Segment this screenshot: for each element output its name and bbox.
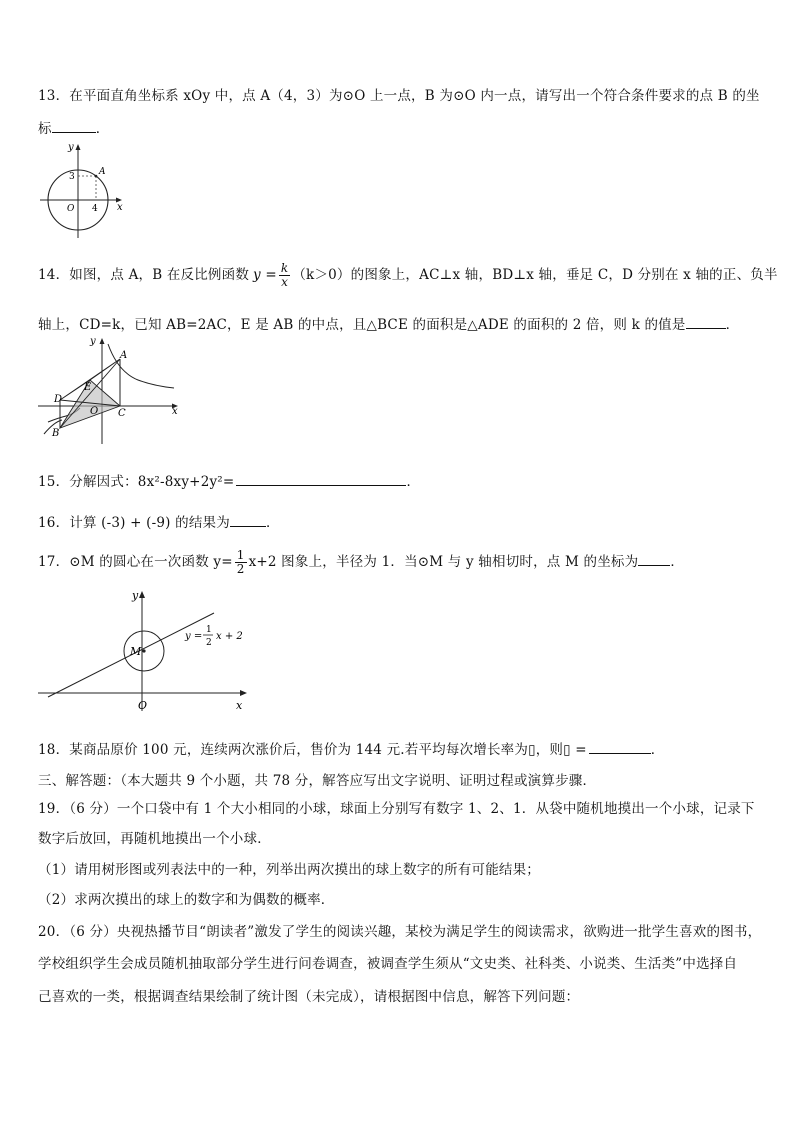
q16-line: 16．计算 (-3) + (-9) 的结果为 ． xyxy=(38,515,280,531)
q14-fig-O: O xyxy=(90,406,99,417)
q19-line2: 数字后放回，再随机地摸出一个小球． xyxy=(38,831,271,847)
q17-fig-x: x xyxy=(236,699,243,712)
q15-text: 15．分解因式：8x²-8xy+2y²= xyxy=(38,474,235,490)
q17-fig-eq-rhs: x + 2 xyxy=(216,631,243,642)
q14-line1 xyxy=(38,262,778,289)
q19-sub2: （2）求两次摸出的球上的数字和为偶数的概率． xyxy=(38,892,335,908)
section3-heading: 三、解答题：（本大题共 9 个小题，共 78 分，解答应写出文字说明、证明过程或演算步骤． xyxy=(38,773,597,789)
q17-fig-O: O xyxy=(138,699,148,712)
q19-line1: 19．（6 分）一个口袋中有 1 个大小相同的小球，球面上分别写有数字 1、2、1．从袋中随机地摸出一个小球，记录下 xyxy=(38,801,755,817)
q14-func-den: x xyxy=(281,275,289,289)
q13-line2: 标 ． xyxy=(38,121,110,137)
q13-line2-text: 标 xyxy=(38,121,52,137)
q14-func-lhs: y = xyxy=(253,267,277,283)
q13-fig-y: y xyxy=(68,142,74,153)
q13-fig-A: A xyxy=(99,167,106,177)
q14-func-num: k xyxy=(280,261,289,275)
q14-line1-pre: 14．如图，点 A，B 在反比例函数 xyxy=(38,267,250,283)
q17-fraction xyxy=(235,549,247,576)
answer-blank[interactable] xyxy=(589,741,651,754)
q13-fig-x: x xyxy=(117,202,123,213)
q17-fig-y: y xyxy=(132,589,139,602)
answer-blank[interactable] xyxy=(686,316,726,329)
q13-line1: 13．在平面直角坐标系 xOy 中，点 A（4，3）为⊙O 上一点，B 为⊙O 内一点，请写出一个符合条件要求的点 B 的坐 xyxy=(38,88,760,104)
q17-line-circle-figure xyxy=(38,585,253,715)
q14-func-fraction xyxy=(279,262,290,289)
q14-line2: 轴上，CD=k，已知 AB=2AC，E 是 AB 的中点，且△BCE 的面积是△ADE 的面积的 2 倍，则 k 的值是 ． xyxy=(38,317,740,333)
q17-pre: 17．⊙M 的圆心在一次函数 y= xyxy=(38,554,233,570)
q16-text: 16．计算 (-3) + (-9) 的结果为 xyxy=(38,515,230,531)
q20-line1: 20．（6 分）央视热播节目“朗读者”激发了学生的阅读兴趣，某校为满足学生的阅读需求，欲购进一批学生喜欢的图书， xyxy=(38,924,762,940)
answer-blank[interactable] xyxy=(230,514,266,527)
q14-fig-E: E xyxy=(84,382,92,393)
q17-post: x+2 图象上，半径为 1．当⊙M 与 y 轴相切时，点 M 的坐标为 xyxy=(248,554,639,570)
q17-fig-M: M xyxy=(130,645,142,658)
q15-line: 15．分解因式：8x²-8xy+2y²= ． xyxy=(38,474,421,490)
q14-line1-post: （k＞0）的图象上，AC⊥x 轴，BD⊥x 轴，垂足 C，D 分别在 x 轴的正、负半 xyxy=(292,267,778,283)
answer-blank[interactable] xyxy=(638,553,670,566)
q13-fig-4: 4 xyxy=(92,204,98,214)
q17-frac-num: 1 xyxy=(236,548,245,562)
q14-fig-D: D xyxy=(54,394,63,405)
q20-line2: 学校组织学生会成员随机抽取部分学生进行问卷调查，被调查学生须从“文史类、社科类、小说类、生活类”中选择自 xyxy=(38,956,738,972)
q14-fig-y: y xyxy=(90,336,96,347)
q14-hyperbola-figure xyxy=(38,334,188,444)
q14-fig-C: C xyxy=(118,408,126,419)
q13-fig-O: O xyxy=(67,204,75,214)
answer-blank[interactable] xyxy=(236,473,406,486)
q14-fig-A: A xyxy=(120,350,128,361)
answer-blank[interactable] xyxy=(52,120,96,133)
q18-line: 18．某商品原价 100 元，连续两次涨价后，售价为 144 元.若平均每次增长率为▯，则▯ = ． xyxy=(38,742,665,758)
q14-line2-text: 轴上，CD=k，已知 AB=2AC，E 是 AB 的中点，且△BCE 的面积是△ADE 的面积的 2 倍，则 k 的值是 xyxy=(38,317,686,333)
q19-sub1: （1）请用树形图或列表法中的一种，列举出两次摸出的球上数字的所有可能结果； xyxy=(38,862,540,878)
q17-fig-eq-num: 1 xyxy=(206,625,212,635)
q17-fig-eq-lhs: y = xyxy=(185,631,203,642)
q17-line: 17．⊙M 的圆心在一次函数 y= $\frac{1}{2}$ x+2 图象上，半径为 1．当⊙M 与 y 轴相切时，点 M 的坐标为 ． xyxy=(38,548,685,576)
q13-circle-figure xyxy=(38,140,138,240)
q17-fig-eq-den: 2 xyxy=(206,638,212,648)
q17-frac-den: 2 xyxy=(236,562,245,576)
q14-fig-B: B xyxy=(52,428,60,439)
q18-text: 18．某商品原价 100 元，连续两次涨价后，售价为 144 元.若平均每次增长率为▯，则▯ = xyxy=(38,742,587,758)
q20-line3: 己喜欢的一类，根据调查结果绘制了统计图（未完成），请根据图中信息，解答下列问题： xyxy=(38,989,580,1005)
q14-fig-x: x xyxy=(172,406,178,417)
q13-fig-3: 3 xyxy=(69,172,75,182)
